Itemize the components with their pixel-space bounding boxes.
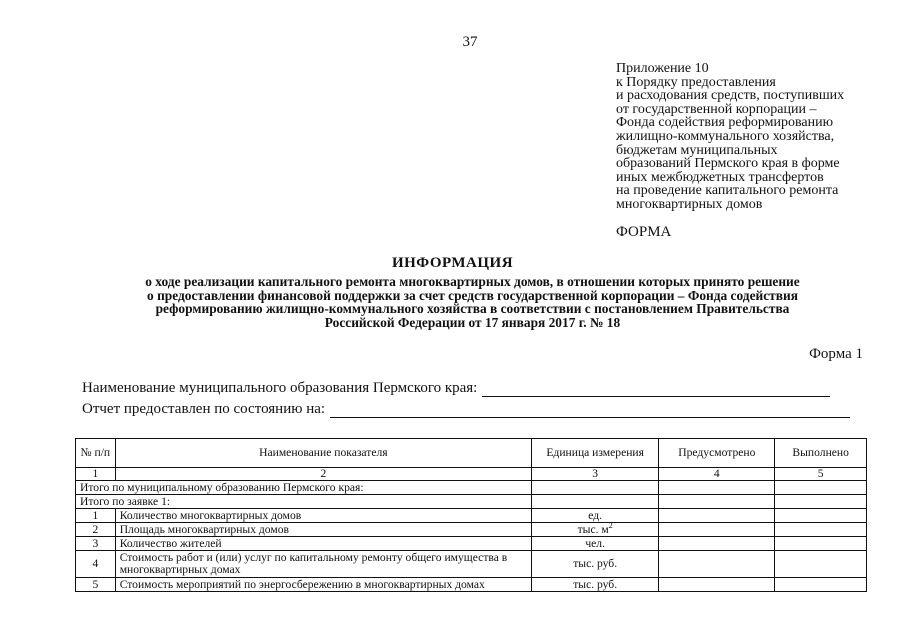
table-row — [76, 578, 867, 592]
appendix-line: многоквартирных домов — [616, 196, 763, 212]
appendix-line: иных межбюджетных трансфертов — [616, 169, 824, 185]
row-indicator: Количество многоквартирных домов — [115, 509, 531, 523]
table-cell[interactable] — [775, 509, 867, 523]
table-row — [76, 523, 867, 537]
table-cell[interactable] — [659, 481, 775, 495]
table-cell[interactable] — [659, 537, 775, 551]
row-indicator: Стоимость работ и (или) услуг по капитальному ремонту общего имущества в многоквартирных домах — [115, 551, 531, 578]
table-header-row — [76, 439, 867, 468]
row-indicator: Площадь многоквартирных домов — [115, 523, 531, 537]
form-number: Форма 1 — [809, 346, 863, 362]
table-cell[interactable] — [659, 523, 775, 537]
table-cell[interactable] — [532, 481, 659, 495]
appendix-line: на проведение капитального ремонта — [616, 183, 839, 199]
header-planned: Предусмотрено — [659, 439, 775, 468]
subtitle-line: реформированию жилищно-коммунального хозяйства в соответствии с постановлением Правительства — [155, 301, 790, 317]
appendix-line: жилищно-коммунального хозяйства, — [616, 128, 835, 144]
appendix-line: Фонда содействия реформированию — [616, 115, 834, 131]
table-cell[interactable] — [532, 495, 659, 509]
table-cell[interactable] — [659, 509, 775, 523]
indicator-table — [75, 438, 867, 592]
header-unit: Единица измерения — [532, 439, 659, 468]
table-cell[interactable] — [659, 551, 775, 578]
appendix-block — [616, 62, 896, 212]
row-unit: тыс. руб. — [532, 578, 659, 592]
header-done: Выполнено — [775, 439, 867, 468]
table-cell[interactable] — [775, 537, 867, 551]
total-application-label: Итого по заявке 1: — [76, 495, 532, 509]
row-indicator: Стоимость мероприятий по энергосбережению в многоквартирных домах — [115, 578, 531, 592]
report-date-label: Отчет предоставлен по состоянию на: — [82, 401, 326, 417]
table-row — [76, 537, 867, 551]
row-number: 2 — [76, 523, 116, 537]
row-unit: тыс. руб. — [532, 551, 659, 578]
row-indicator: Количество жителей — [115, 537, 531, 551]
form-label: ФОРМА — [616, 224, 672, 240]
subtitle-line: Российской Федерации от 17 января 2017 г. № 18 — [324, 314, 621, 330]
row-number: 1 — [76, 509, 116, 523]
row-unit: чел. — [532, 537, 659, 551]
appendix-line: к Порядку предоставления — [616, 74, 776, 90]
row-unit: ед. — [532, 509, 659, 523]
column-index: 1 — [76, 468, 116, 481]
subtitle-line: о ходе реализации капитального ремонта многоквартирных домов, в отношении которых принято решение — [145, 274, 800, 289]
report-date-blank[interactable] — [330, 403, 850, 418]
column-index: 4 — [659, 468, 775, 481]
column-index: 3 — [532, 468, 659, 481]
total-municipality-row — [76, 481, 867, 495]
appendix-line: и расходования средств, поступивших — [616, 88, 845, 104]
header-num: № п/п — [76, 439, 116, 468]
table-cell[interactable] — [659, 495, 775, 509]
municipality-label: Наименование муниципального образования Пермского края: — [82, 380, 478, 396]
table-cell[interactable] — [775, 551, 867, 578]
table-cell[interactable] — [775, 578, 867, 592]
document-subtitle — [90, 275, 855, 329]
row-number: 5 — [76, 578, 116, 592]
column-index: 5 — [775, 468, 867, 481]
document-title: ИНФОРМАЦИЯ — [391, 255, 514, 271]
total-municipality-label: Итого по муниципальному образованию Пермского края: — [76, 481, 532, 495]
table-row — [76, 551, 867, 578]
column-index: 2 — [115, 468, 531, 481]
appendix-line: образований Пермского края в форме — [616, 156, 840, 172]
table-cell[interactable] — [775, 481, 867, 495]
municipality-field — [82, 380, 830, 397]
column-index-row — [76, 468, 867, 481]
row-number: 3 — [76, 537, 116, 551]
unit-superscript: 2 — [608, 520, 613, 530]
municipality-blank[interactable] — [482, 382, 830, 397]
header-name: Наименование показателя — [115, 439, 531, 468]
table-cell[interactable] — [775, 523, 867, 537]
row-unit: тыс. м — [577, 522, 609, 536]
row-number: 4 — [76, 551, 116, 578]
page-number: 37 — [462, 34, 478, 50]
table-row — [76, 509, 867, 523]
table-cell[interactable] — [659, 578, 775, 592]
appendix-line: бюджетам муниципальных — [616, 142, 778, 158]
appendix-line: от государственной корпорации – — [616, 101, 817, 117]
appendix-line: Приложение 10 — [616, 61, 709, 76]
report-date-field — [82, 401, 850, 418]
total-application-row — [76, 495, 867, 509]
table-cell[interactable] — [775, 495, 867, 509]
subtitle-line: о предоставлении финансовой поддержки за счет средств государственной корпорации – Фонда содействия — [147, 287, 798, 303]
row-unit-cell — [532, 520, 659, 537]
